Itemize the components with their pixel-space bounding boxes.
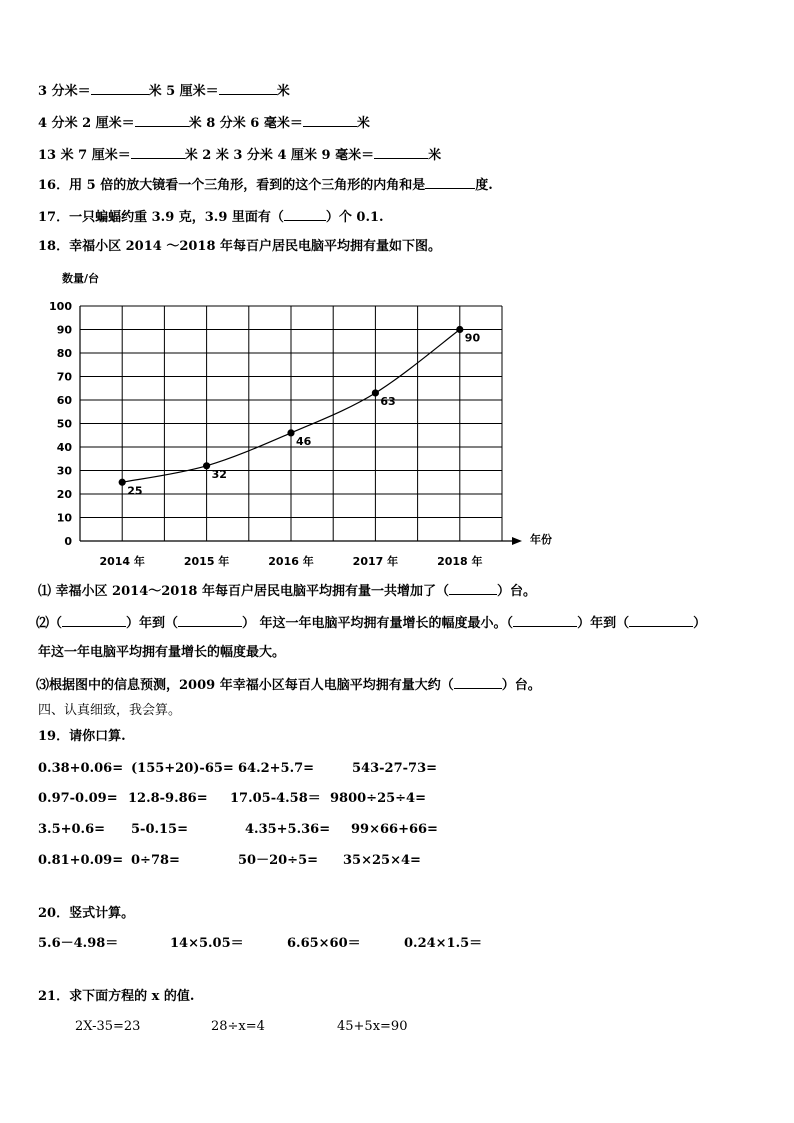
x-tick-label: 2016 年 (268, 555, 314, 568)
unit-conversion-line-1 (38, 82, 290, 101)
text: 21．求下面方程的 x 的值. (38, 989, 195, 1004)
answer-blank[interactable] (219, 82, 277, 95)
oral-problem: 543-27-73= (352, 761, 438, 776)
section-4-heading (38, 702, 181, 720)
x-tick-label: 2018 年 (437, 555, 483, 568)
answer-blank[interactable] (178, 614, 242, 627)
text: ⑵（ (36, 616, 63, 631)
question-20 (38, 905, 134, 923)
answer-blank[interactable] (135, 114, 189, 127)
x-axis-title: 年份 (530, 533, 552, 546)
data-label: 32 (211, 467, 227, 481)
line-chart (38, 264, 558, 574)
text: ）台。 (496, 584, 536, 599)
oral-problem: 4.35+5.36= (245, 822, 331, 837)
x-tick-label: 2014 年 (99, 555, 145, 568)
oral-problem: 0÷78= (131, 853, 180, 868)
sub-question-1 (38, 582, 536, 601)
y-tick-label: 20 (56, 488, 72, 501)
data-label: 90 (464, 331, 481, 345)
unit-conversion-line-2 (38, 114, 370, 133)
text: 3 分米＝ (38, 84, 91, 99)
sub-question-2-cont (38, 644, 285, 662)
text: 20．竖式计算。 (38, 906, 135, 921)
data-label: 25 (127, 484, 143, 498)
data-point (119, 479, 126, 486)
answer-blank[interactable] (284, 208, 326, 221)
y-tick-label: 50 (56, 417, 72, 431)
text: ） 年这一年电脑平均拥有量增长的幅度最小。（ (242, 616, 514, 631)
text: 度. (475, 178, 493, 193)
text: ）台。 (501, 678, 541, 693)
text: ⑶根据图中的信息预测，2009 年幸福小区每百人电脑平均拥有量大约（ (36, 678, 454, 693)
text: 年这一年电脑平均拥有量增长的幅度最大。 (38, 645, 286, 660)
text: 四、认真细致，我会算。 (38, 703, 182, 718)
y-tick-label: 80 (56, 347, 72, 360)
answer-blank[interactable] (303, 114, 357, 127)
answer-blank[interactable] (454, 676, 502, 689)
text: 4 分米 2 厘米＝ (38, 116, 135, 131)
data-point (456, 326, 463, 333)
equation: 28÷x=4 (211, 1019, 265, 1034)
text: 米 2 米 3 分米 4 厘米 9 毫米＝ (184, 148, 375, 163)
answer-blank[interactable] (131, 146, 185, 159)
text: 19．请你口算. (38, 729, 126, 744)
answer-blank[interactable] (374, 146, 428, 159)
x-axis-arrow (512, 537, 522, 545)
text: ）年到（ (577, 616, 630, 631)
question-19 (38, 728, 126, 746)
question-18 (38, 238, 441, 256)
text: 米 (276, 84, 290, 99)
equation: 45+5x=90 (337, 1019, 408, 1034)
answer-blank[interactable] (91, 82, 149, 95)
sub-question-2 (36, 614, 706, 633)
unit-conversion-line-3 (38, 146, 441, 165)
text: ） (693, 616, 707, 631)
oral-problem: 17.05-4.58＝ (230, 791, 321, 806)
oral-problem: 50－20÷5= (238, 853, 319, 868)
y-tick-label: 60 (56, 394, 72, 407)
oral-problem: 12.8-9.86= (128, 791, 208, 806)
text: 18．幸福小区 2014 ～2018 年每百户居民电脑平均拥有量如下图。 (38, 239, 442, 254)
question-21 (38, 988, 194, 1006)
answer-blank[interactable] (513, 614, 577, 627)
vertical-problem: 5.6－4.98＝ (38, 936, 119, 951)
y-tick-label: 70 (56, 370, 72, 384)
text: 米 (356, 116, 370, 131)
oral-problem: 5-0.15= (131, 822, 188, 837)
oral-problem: 0.97-0.09= (38, 791, 118, 806)
data-label: 63 (380, 394, 396, 408)
vertical-problem: 6.65×60＝ (287, 936, 361, 951)
vertical-problem: 0.24×1.5＝ (404, 936, 483, 951)
data-point (203, 462, 210, 469)
data-label: 46 (296, 434, 312, 448)
data-point (372, 389, 379, 396)
question-16 (38, 176, 493, 195)
text: 米 (428, 148, 442, 163)
answer-blank[interactable] (62, 614, 126, 627)
y-tick-label: 10 (56, 511, 72, 525)
y-tick-label: 0 (64, 535, 72, 548)
text: 17．一只蝙蝠约重 3.9 克，3.9 里面有（ (38, 210, 284, 225)
vertical-problem: 14×5.05＝ (170, 936, 244, 951)
equation: 2X-35=23 (75, 1019, 141, 1034)
text: 米 5 厘米＝ (148, 84, 219, 99)
text: 13 米 7 厘米＝ (38, 148, 131, 163)
text: ）年到（ (126, 616, 179, 631)
text: 米 8 分米 6 毫米＝ (188, 116, 303, 131)
data-point (287, 429, 294, 436)
oral-problem: 3.5+0.6= (38, 822, 106, 837)
oral-problem: (155+20)-65= (131, 761, 234, 776)
oral-problem: 0.38+0.06= (38, 761, 124, 776)
answer-blank[interactable] (449, 582, 497, 595)
text: ⑴ 幸福小区 2014～2018 年每百户居民电脑平均拥有量一共增加了（ (38, 584, 449, 599)
question-17 (38, 208, 384, 227)
sub-question-3 (36, 676, 541, 695)
oral-problem: 35×25×4= (343, 853, 421, 868)
oral-problem: 9800÷25÷4= (330, 791, 426, 806)
y-tick-label: 90 (56, 323, 72, 337)
x-tick-label: 2017 年 (352, 555, 399, 568)
text: 16．用 5 倍的放大镜看一个三角形，看到的这个三角形的内角和是 (38, 178, 426, 193)
text: ）个 0.1. (325, 210, 384, 225)
y-tick-label: 40 (56, 441, 72, 454)
answer-blank[interactable] (425, 176, 475, 189)
y-tick-label: 100 (49, 300, 72, 313)
oral-problem: 99×66+66= (351, 822, 438, 837)
x-tick-label: 2015 年 (183, 555, 230, 568)
answer-blank[interactable] (629, 614, 693, 627)
oral-problem: 0.81+0.09= (38, 853, 124, 868)
y-tick-label: 30 (56, 464, 72, 478)
y-axis-title: 数量/台 (62, 272, 100, 285)
oral-problem: 64.2+5.7= (238, 761, 315, 776)
